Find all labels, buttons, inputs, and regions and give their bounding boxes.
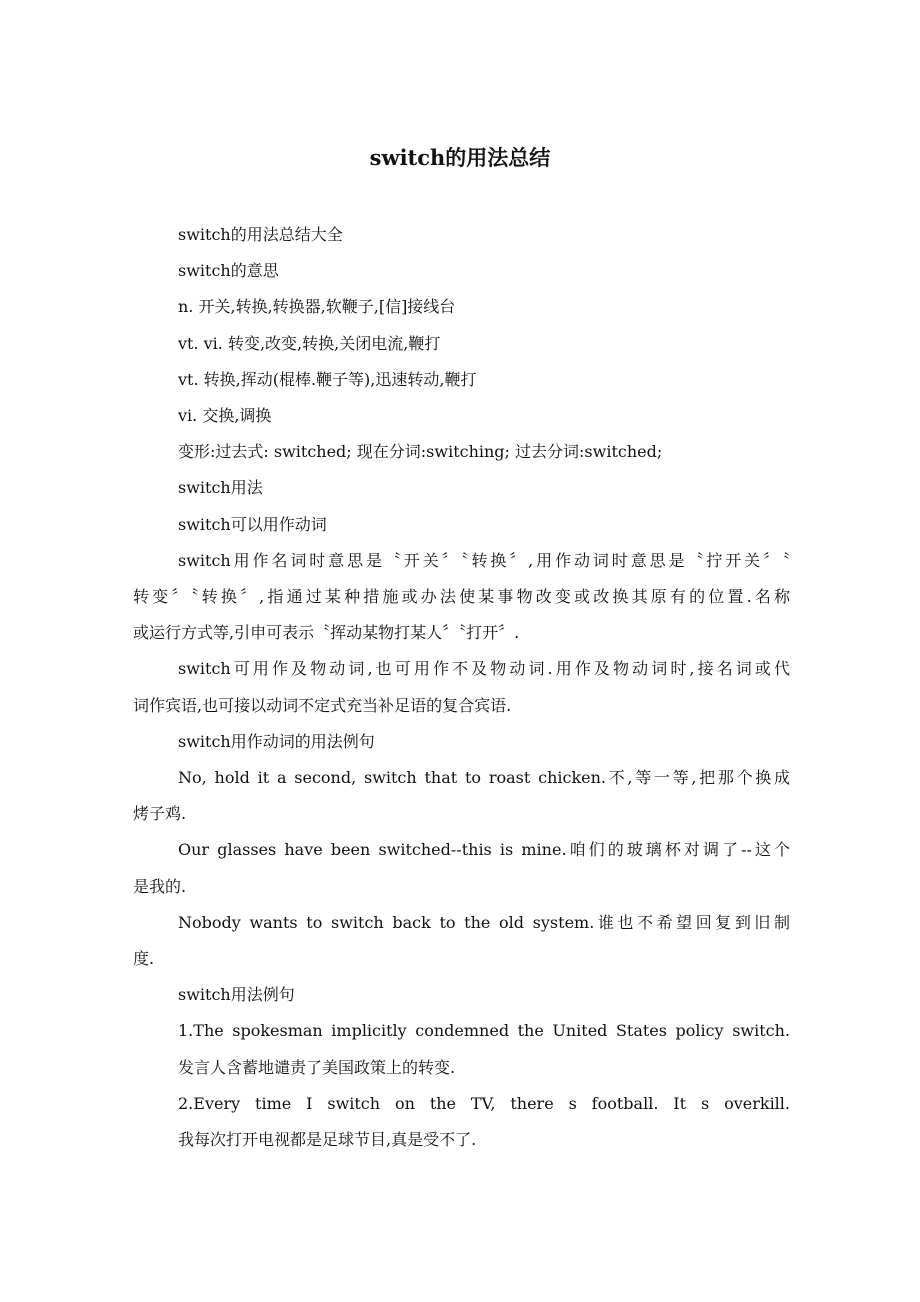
text-line: switch用作动词的用法例句	[178, 731, 375, 751]
text-line: switch可用作及物动词,也可用作不及物动词.用作及物动词时,接名词或代	[178, 659, 790, 679]
text-line: 1.The spokesman implicitly condemned the United States policy switch.	[178, 1021, 790, 1041]
text-line: switch用作名词时意思是〝开关〞〝转换〞,用作动词时意思是〝拧开关〞〝	[178, 550, 790, 570]
document-title: switch的用法总结	[369, 145, 551, 170]
text-line: 是我的.	[133, 876, 187, 896]
text-line: 词作宾语,也可接以动词不定式充当补足语的复合宾语.	[133, 695, 512, 715]
text-line: switch的用法总结大全	[178, 225, 343, 244]
text-line: vi. 交换,调换	[178, 406, 272, 425]
text-line: 转变〞〝转换〞,指通过某种措施或办法使某事物改变或改换其原有的位置.名称	[133, 587, 790, 606]
text-line: switch用法	[178, 478, 263, 498]
text-line: n. 开关,转换,转换器,软鞭子,[信]接线台	[178, 297, 456, 317]
text-line: 2.Every time I switch on the TV, there s football. It s overkill.	[178, 1093, 790, 1113]
text-line: 发言人含蓄地谴责了美国政策上的转变.	[178, 1057, 456, 1077]
text-line: Our glasses have been switched--this is mine.咱们的玻璃杯对调了--这个	[178, 840, 790, 860]
text-line: 变形:过去式: switched; 现在分词:switching; 过去分词:switched;	[178, 442, 663, 462]
text-line: 或运行方式等,引申可表示〝挥动某物打某人〞〝打开〞.	[133, 623, 520, 643]
text-line: 我每次打开电视都是足球节目,真是受不了.	[178, 1130, 477, 1149]
text-line: Nobody wants to switch back to the old system.谁也不希望回复到旧制	[178, 912, 790, 932]
text-line: switch可以用作动词	[178, 514, 327, 534]
text-line: switch用法例句	[178, 985, 295, 1005]
text-line: 度.	[133, 949, 155, 968]
text-line: vt. 转换,挥动(棍棒.鞭子等),迅速转动,鞭打	[178, 369, 477, 389]
text-line: switch的意思	[178, 261, 279, 281]
text-line: 烤子鸡.	[133, 804, 187, 824]
text-line: No, hold it a second, switch that to roast chicken.不,等一等,把那个换成	[178, 768, 790, 787]
text-line: vt. vi. 转变,改变,转换,关闭电流,鞭打	[178, 333, 441, 353]
